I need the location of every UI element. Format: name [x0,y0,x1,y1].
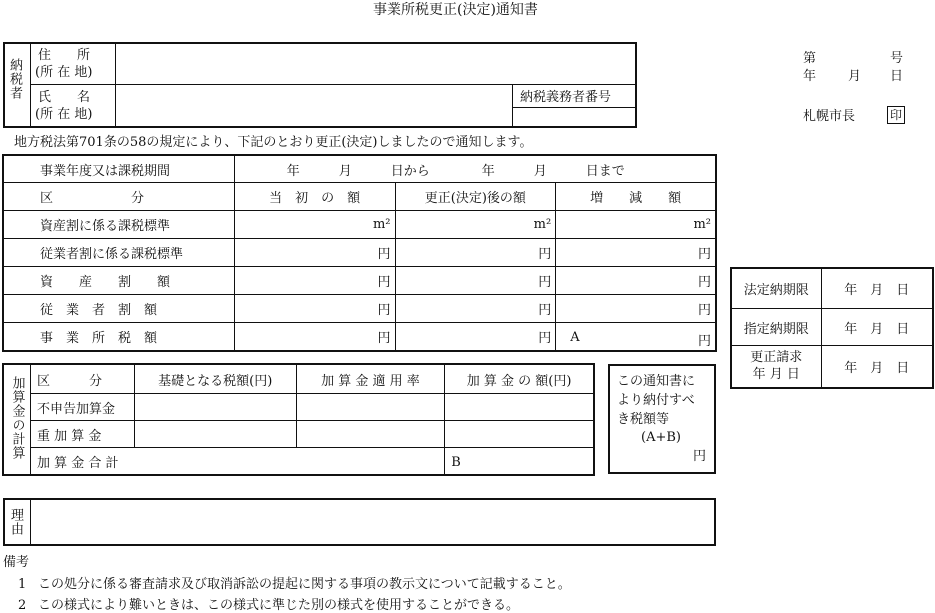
table-row [4,421,594,448]
penalty-total-label: 加 算 金 合 計 [30,448,444,475]
change-amount[interactable]: 円 [556,295,716,323]
obligor-number-label: 納税義務者番号 [520,90,612,105]
remark-no-2: 2 [18,598,27,613]
change-unit: 円 [697,334,711,349]
initial-amount[interactable]: 円 [234,323,395,351]
marker-a: A [570,330,580,345]
notice-day: 日 [890,69,904,84]
initial-amount[interactable]: m² [234,211,395,239]
table-row [4,267,716,295]
payable-line2: より納付すべ [617,393,695,408]
initial-amount[interactable]: 円 [234,295,395,323]
header-initial: 当 初 の 額 [234,183,395,211]
remark-text-2: この様式により難いときは、この様式に準じた別の様式を使用することができる。 [38,598,520,613]
change-amount[interactable]: m² [556,211,716,239]
period-from: 年 月 日から [286,163,430,179]
penalty-rate-field[interactable] [296,421,445,448]
payable-unit: 円 [693,449,707,464]
period-to: 年 月 日まで [481,163,625,179]
notice-month: 月 [848,69,862,84]
reason-label: 理由 [8,508,23,536]
row-label: 従業者割に係る課税標準 [4,239,235,267]
table-row [4,394,594,421]
penalty-row-label: 不申告加算金 [30,394,134,421]
remark-no-1: 1 [18,577,27,592]
notice-go: 号 [890,51,904,66]
payable-line3: き税額等 [617,412,670,427]
penalty-table [3,364,594,475]
marker-b: B [451,455,461,470]
penalty-header-amount: 加 算 金 の 額(円) [445,365,594,394]
table-row [4,323,716,351]
notice-dai: 第 [803,51,817,66]
period-label: 事業年度又は課税期間 [4,156,235,183]
correction-request-date[interactable]: 年 月 日 [821,346,932,388]
revised-amount[interactable]: 円 [395,267,556,295]
row-label: 資 産 割 額 [4,267,235,295]
penalty-header-rate: 加 算 金 適 用 率 [296,365,445,394]
name-field[interactable] [117,87,510,125]
initial-amount[interactable]: 円 [234,267,395,295]
penalty-rate-field[interactable] [296,394,445,421]
address-label: 住 所 [38,48,91,63]
table-row [4,239,716,267]
row-label: 事 業 所 税 額 [4,323,235,351]
table-row [4,295,716,323]
designated-deadline-label: 指定納期限 [732,309,822,346]
change-amount[interactable]: 円 [556,239,716,267]
header-change: 増 減 額 [556,183,716,211]
page-title: 事業所税更正(決定)通知書 [373,2,538,18]
penalty-total-field[interactable] [445,448,594,475]
penalty-amount-field[interactable] [445,421,594,448]
period-range[interactable] [234,156,715,183]
address-field[interactable] [117,45,633,83]
legal-deadline-date[interactable]: 年 月 日 [821,269,932,309]
revised-amount[interactable]: 円 [395,239,556,267]
penalty-header-category: 区 分 [30,365,134,394]
address-sublabel: (所 在 地) [35,65,93,80]
reason-field[interactable] [32,501,712,543]
table-row [4,211,716,239]
notice-year: 年 [803,69,817,84]
penalty-base-field[interactable] [134,394,296,421]
change-amount[interactable] [556,323,716,351]
header-revised: 更正(決定)後の額 [395,183,556,211]
payable-line4: (A+B) [641,430,681,445]
remark-text-1: この処分に係る審査請求及び取消訴訟の提起に関する事項の教示文について記載すること。 [38,577,571,592]
correction-request-label: 更正請求 年 月 日 [732,346,822,388]
revised-amount[interactable]: 円 [395,323,556,351]
taxpayer-side-label: 納税者 [7,58,22,100]
remarks-title: 備考 [3,555,30,570]
row-label: 従 業 者 割 額 [4,295,235,323]
mayor-label: 札幌市長 [803,109,856,124]
seal-icon: 印 [887,106,905,124]
designated-deadline-date[interactable]: 年 月 日 [821,309,932,346]
row-label: 資産割に係る課税標準 [4,211,235,239]
penalty-row-label: 重 加 算 金 [30,421,134,448]
main-table [3,155,716,351]
name-sublabel: (所 在 地) [35,107,93,122]
intro-text: 地方税法第701条の58の規定により、下記のとおり更正(決定)しましたので通知します。 [14,135,533,150]
penalty-base-field[interactable] [134,421,296,448]
deadlines-table [731,268,933,388]
penalty-amount-field[interactable] [445,394,594,421]
penalty-side-label: 加算金の計算 [4,365,31,475]
name-label: 氏 名 [38,90,91,105]
revised-amount[interactable]: 円 [395,295,556,323]
revised-amount[interactable]: m² [395,211,556,239]
initial-amount[interactable]: 円 [234,239,395,267]
legal-deadline-label: 法定納期限 [732,269,822,309]
header-category: 区 分 [4,183,235,211]
obligor-number-field[interactable] [515,109,633,126]
change-amount[interactable]: 円 [556,267,716,295]
payable-line1: この通知書に [617,374,696,389]
penalty-header-base: 基礎となる税額(円) [134,365,296,394]
